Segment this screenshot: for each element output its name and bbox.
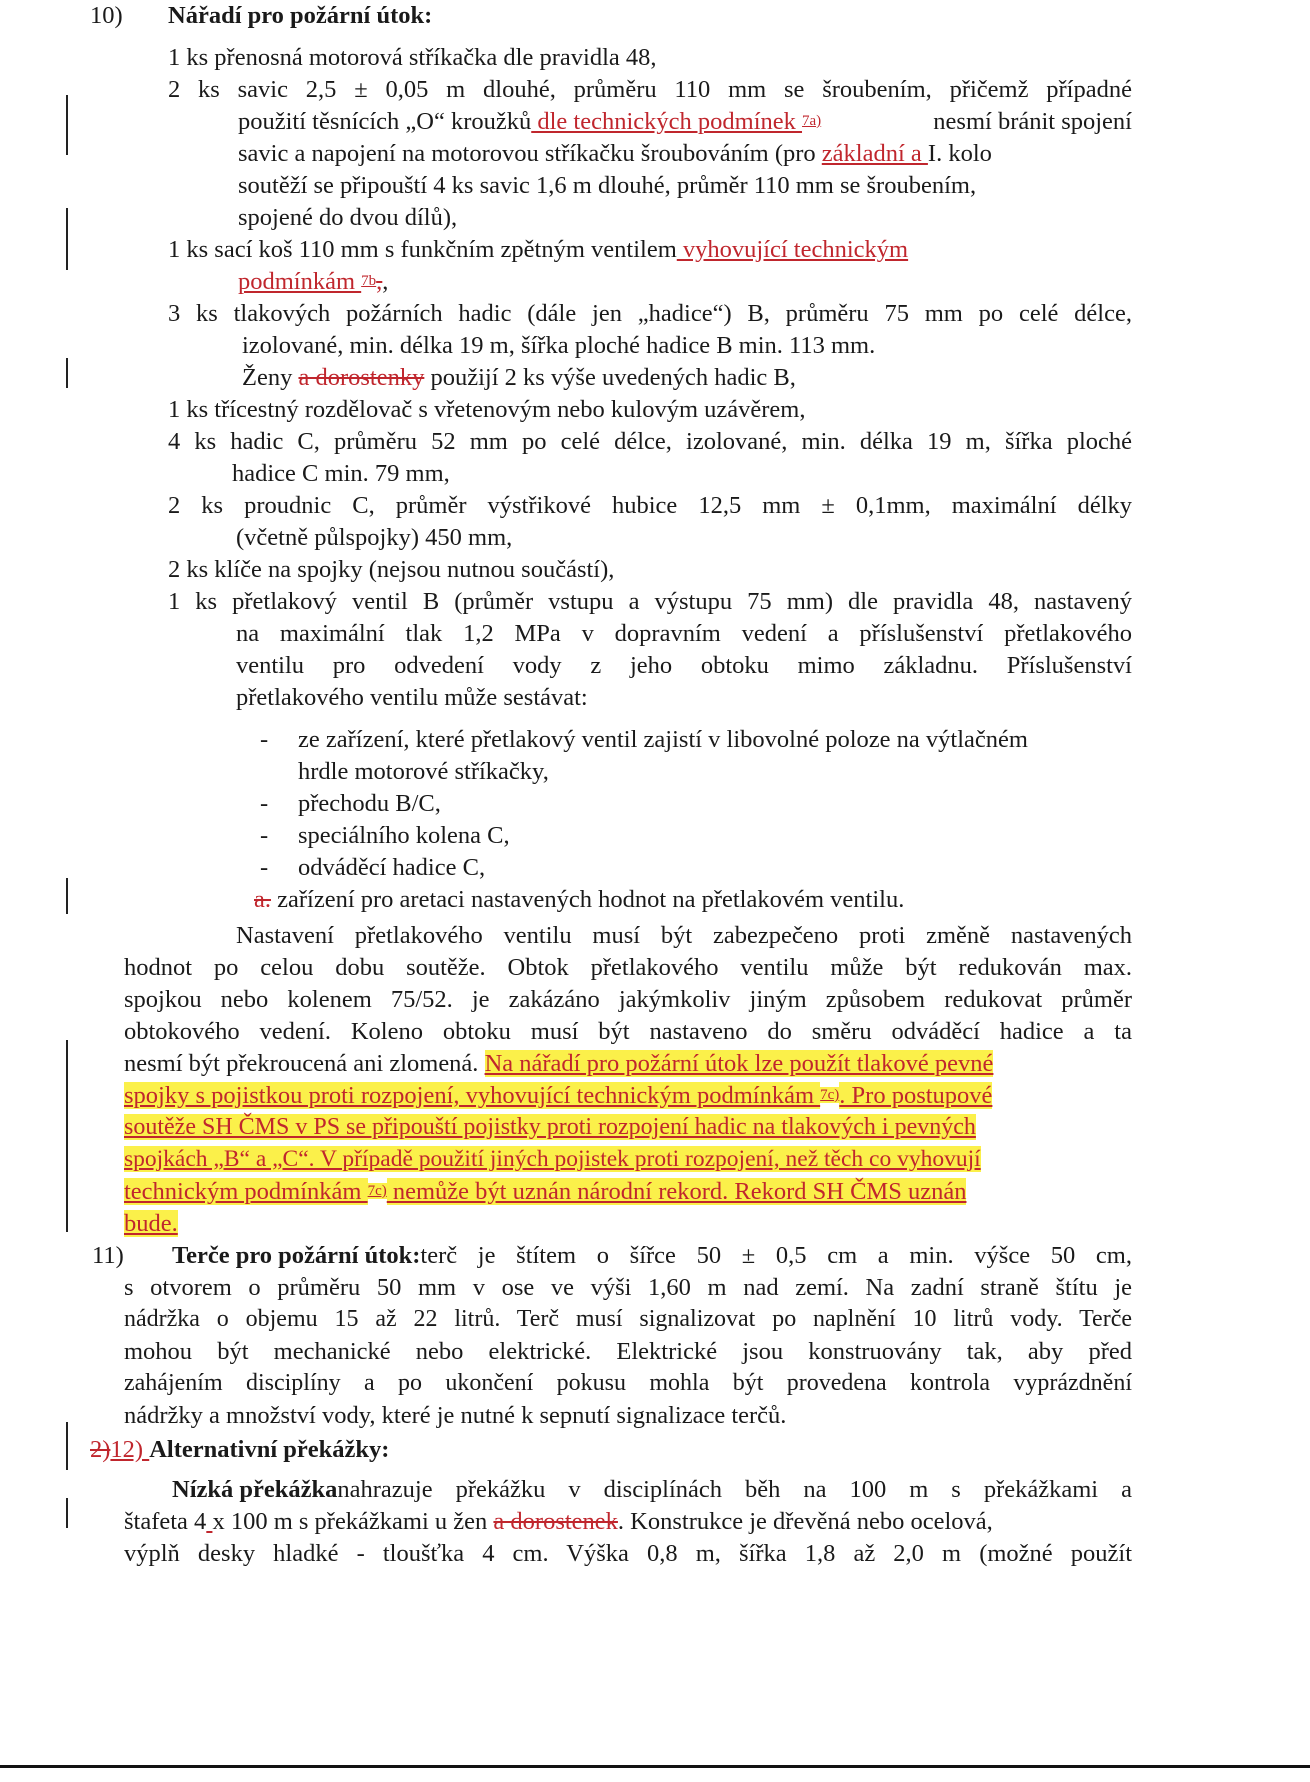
change-bar <box>66 878 68 914</box>
deleted-text: a dorostenek <box>493 1508 618 1535</box>
list-item: 1 ks přetlakový ventil B (průměr vstupu a výstupu 75 mm) dle pravidla 48, nastavený <box>168 588 1132 615</box>
highlighted-insertion: spojkách „B“ a „C“. V případě použití jiných pojistek proti rozpojení, než těch co vyhovují <box>124 1146 981 1172</box>
footnote-ref: 7c) <box>820 1087 840 1103</box>
list-item: 2 ks klíče na spojky (nejsou nutnou součástí), <box>168 556 615 583</box>
sub-item: speciálního kolena C, <box>298 822 510 849</box>
list-item-continuation <box>238 266 388 298</box>
dash-bullet: - <box>260 822 269 849</box>
inserted-text: základní a <box>821 140 928 167</box>
paragraph-line <box>124 1208 178 1240</box>
sub-item: ze zařízení, které přetlakový ventil zajistí v libovolné poloze na výtlačném <box>298 726 1028 753</box>
text: savic a napojení na motorovou stříkačku šroubováním (pro <box>238 140 822 167</box>
deleted-number: 2) <box>90 1436 111 1463</box>
paragraph-line <box>124 1080 992 1112</box>
sub-item: přechodu B/C, <box>298 790 441 817</box>
inserted-text: dle technických podmínek <box>531 108 803 135</box>
list-item-continuation: (včetně půlspojky) 450 mm, <box>236 524 513 551</box>
section-title: Alternativní překážky: <box>149 1436 390 1463</box>
section-line <box>172 1240 1132 1272</box>
highlighted-insertion: bude. <box>124 1210 178 1237</box>
dash-bullet: - <box>260 854 269 881</box>
text: , <box>382 268 389 295</box>
paragraph-line <box>124 1112 976 1144</box>
list-item-continuation <box>242 362 796 394</box>
sub-item: odváděcí hadice C, <box>298 854 486 881</box>
deleted-text: , <box>376 268 383 295</box>
highlighted-insertion: soutěže SH ČMS v PS se připouští pojistky proti rozpojení hadic na tlakových i pevných <box>124 1114 976 1140</box>
text: zařízení pro aretaci nastavených hodnot na přetlakovém ventilu. <box>271 886 905 913</box>
sub-item <box>254 884 904 916</box>
list-item-continuation <box>238 106 1132 138</box>
paragraph-line: výplň desky hladké - tloušťka 4 cm. Výška 0,8 m, šířka 1,8 až 2,0 m (možné použít <box>124 1540 1132 1567</box>
list-item: 2 ks proudnic C, průměr výstřikové hubice 12,5 mm ± 0,1mm, maximální délky <box>168 492 1132 519</box>
text: terč je štítem o šířce 50 ± 0,5 cm a min. výšce 50 cm, <box>420 1242 1132 1269</box>
change-bar <box>66 1040 68 1232</box>
paragraph-line <box>124 1048 993 1080</box>
paragraph-line <box>124 1176 966 1208</box>
text: I. kolo <box>927 140 992 167</box>
inserted-number: 12) <box>110 1436 150 1463</box>
footnote-ref: 7b <box>361 273 377 289</box>
dash-bullet: - <box>260 790 269 817</box>
list-item: 3 ks tlakových požárních hadic (dále jen „hadice“) B, průměru 75 mm po celé délce, <box>168 300 1132 327</box>
highlighted-insertion: . Pro postupové <box>839 1082 993 1109</box>
paragraph-line: nádržky a množství vody, které je nutné k sepnutí signalizace terčů. <box>124 1402 787 1429</box>
dash-bullet: - <box>260 726 269 753</box>
change-bar <box>66 1422 68 1470</box>
list-item-continuation: izolované, min. délka 19 m, šířka ploché hadice B min. 113 mm. <box>242 332 876 359</box>
list-item: 2 ks savic 2,5 ± 0,05 m dlouhé, průměru 110 mm se šroubením, přičemž případné <box>168 76 1132 103</box>
text: použijí 2 ks výše uvedených hadic B, <box>424 364 796 391</box>
text: nesmí bránit spojení <box>933 108 1132 135</box>
text: použití těsnících „O“ kroužků <box>238 108 532 135</box>
list-item-continuation: ventilu pro odvedení vody z jeho obtoku mimo základnu. Příslušenství <box>236 652 1132 679</box>
sub-item-continuation: hrdle motorové stříkačky, <box>298 758 549 785</box>
highlighted-insertion: Na nářadí pro požární útok lze použít tlakové pevné <box>484 1050 994 1077</box>
list-item-continuation <box>238 138 992 170</box>
list-item <box>168 234 908 266</box>
change-bar <box>66 95 68 155</box>
paragraph-line <box>124 1506 993 1538</box>
paragraph-line: obtokového vedení. Koleno obtoku musí být nastaveno do směru odváděcí hadice a ta <box>124 1018 1132 1045</box>
section-heading <box>90 1434 389 1466</box>
text: nesmí být překroucená ani zlomená. <box>124 1050 485 1077</box>
text: 1 ks sací koš 110 mm s funkčním zpětným ventilem <box>168 236 677 263</box>
deleted-text: a. <box>254 886 271 913</box>
list-item-continuation: spojené do dvou dílů), <box>238 204 458 231</box>
paragraph-line <box>172 1474 1132 1506</box>
highlighted-insertion: technickým podmínkám <box>124 1178 368 1205</box>
deleted-text: a dorostenky <box>298 364 425 391</box>
text: nahrazuje překážku v disciplínách běh na 100 m s překážkami a <box>337 1476 1132 1503</box>
list-item: 4 ks hadic C, průměru 52 mm po celé délce, izolované, min. délka 19 m, šířka ploché <box>168 428 1132 455</box>
change-bar <box>66 208 68 270</box>
inserted-text: vyhovující technickým <box>676 236 909 263</box>
section-title: Nářadí pro požární útok: <box>168 2 433 29</box>
list-item: 1 ks třícestný rozdělovač s vřetenovým nebo kulovým uzávěrem, <box>168 396 806 423</box>
highlighted-insertion: nemůže být uznán národní rekord. Rekord SH ČMS uznán <box>386 1178 967 1205</box>
paragraph-line: spojkou nebo kolenem 75/52. je zakázáno jakýmkoliv jiným způsobem redukovat průměr <box>124 986 1132 1013</box>
paragraph-line: mohou být mechanické nebo elektrické. Elektrické jsou konstruovány tak, aby před <box>124 1338 1132 1365</box>
section-title: Terče pro požární útok: <box>172 1242 421 1269</box>
term: Nízká překážka <box>172 1476 338 1503</box>
change-bar <box>66 358 68 388</box>
inserted-text: podmínkám <box>238 268 362 295</box>
list-item-continuation: soutěží se připouští 4 ks savic 1,6 m dlouhé, průměr 110 mm se šroubením, <box>238 172 977 199</box>
footnote-ref: 7c) <box>367 1183 387 1199</box>
text: štafeta 4 <box>124 1508 207 1535</box>
paragraph-line: s otvorem o průměru 50 mm v ose ve výši 1,60 m nad zemí. Na zadní straně štítu je <box>124 1274 1132 1301</box>
paragraph-line: hodnot po celou dobu soutěže. Obtok přetlakového ventilu může být redukován max. <box>124 954 1132 981</box>
paragraph-line: nádržka o objemu 15 až 22 litrů. Terč musí signalizovat po naplnění 10 litrů vody. Terče <box>124 1306 1132 1332</box>
footnote-ref: 7a) <box>802 113 822 129</box>
highlighted-insertion: spojky s pojistkou proti rozpojení, vyhovující technickým podmínkám <box>124 1082 821 1109</box>
paragraph-line <box>124 1144 981 1176</box>
section-number: 11) <box>92 1242 124 1269</box>
section-number: 10) <box>90 2 123 29</box>
page-bottom-rule <box>0 1765 1310 1768</box>
paragraph-line: Nastavení přetlakového ventilu musí být zabezpečeno proti změně nastavených <box>236 922 1132 949</box>
paragraph-line: zahájením disciplíny a po ukončení pokusu mohla být provedena kontrola vyprázdnění <box>124 1370 1132 1396</box>
list-item-continuation: přetlakového ventilu může sestávat: <box>236 684 588 711</box>
text: . Konstrukce je dřevěná nebo ocelová, <box>617 1508 993 1535</box>
list-item-continuation: na maximální tlak 1,2 MPa v dopravním vedení a příslušenství přetlakového <box>236 620 1132 647</box>
text: Ženy <box>242 364 299 391</box>
list-item-continuation: hadice C min. 79 mm, <box>232 460 450 487</box>
list-item: 1 ks přenosná motorová stříkačka dle pravidla 48, <box>168 44 657 71</box>
text: x 100 m s překážkami u žen <box>212 1508 494 1535</box>
change-bar <box>66 1498 68 1528</box>
